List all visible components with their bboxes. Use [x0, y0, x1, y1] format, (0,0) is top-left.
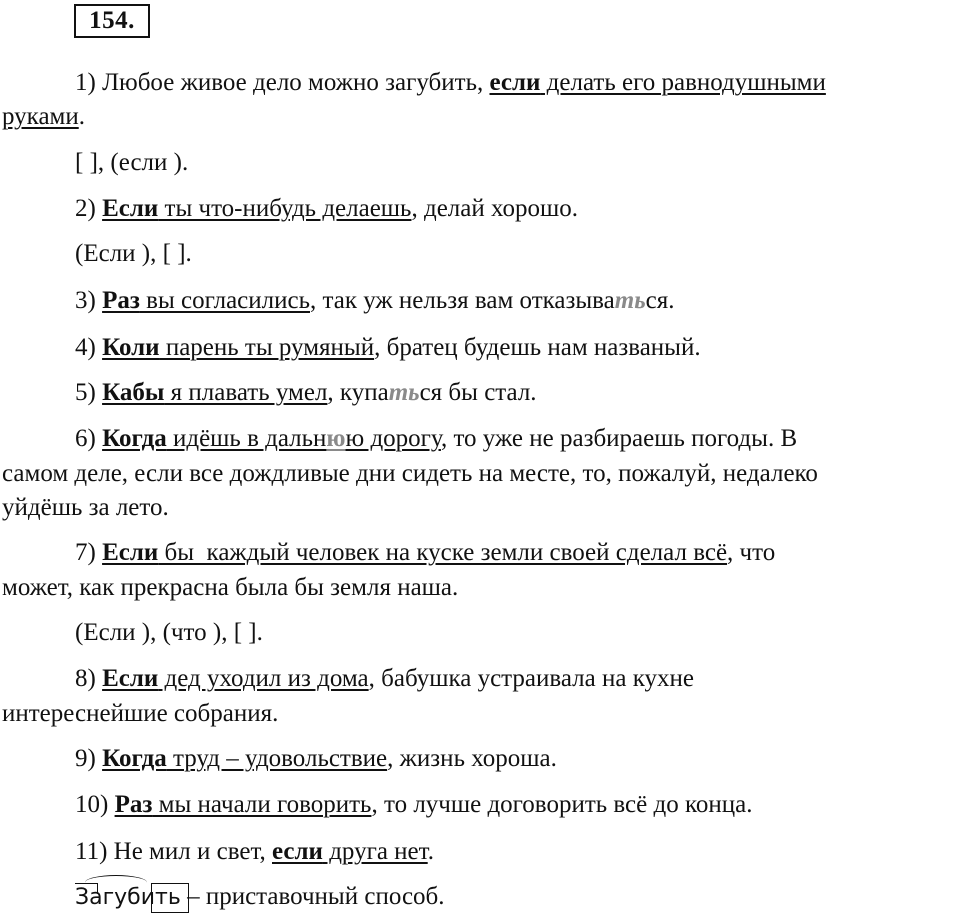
sentence-1-line-2 [2, 100, 85, 134]
num: 9) [75, 745, 103, 772]
conjunction: Раз [102, 287, 140, 314]
num: 6) [75, 425, 103, 452]
main-clause: , жизнь хороша. [387, 745, 557, 772]
sentence-6 [75, 422, 797, 456]
sentence-4 [75, 331, 701, 365]
subordinate-clause: я плавать умел [164, 379, 328, 406]
sentence-6-line-2: самом деле, если все дождливые дни сидеть на месте, то, пожалуй, недалеко [2, 460, 818, 487]
highlight-letters: ю [326, 425, 346, 452]
subordinate-clause: мы начали говорить [152, 791, 372, 818]
subordinate-clause: руками [2, 103, 79, 130]
ending-box [151, 883, 189, 913]
sentence-11 [75, 835, 434, 869]
num: 2) [75, 195, 103, 222]
main-clause-end: ся. [645, 287, 675, 314]
main-clause: , делай хорошо. [411, 195, 579, 222]
main-clause: , братец будешь нам названый. [374, 334, 701, 361]
subordinate-clause: делать его равнодушными [540, 69, 826, 96]
subordinate-clause: труд – удовольствие [166, 745, 388, 772]
analyzed-word-text: Загубить [75, 885, 181, 910]
highlight-letters: ть [388, 379, 420, 406]
sentence-9 [75, 742, 557, 776]
sentence-text: 1) Любое живое дело можно загубить, [75, 69, 490, 96]
exercise-number: 154. [74, 4, 150, 38]
subordinate-clause-end: ю дорогу [345, 425, 441, 452]
analyzed-word [75, 881, 181, 915]
num: 7) [75, 539, 103, 566]
sentence-8 [75, 662, 694, 696]
sentence-7 [75, 536, 775, 570]
sentence-10 [75, 788, 752, 822]
main-clause: 11) Не мил и свет, [75, 838, 272, 865]
num: 8) [75, 665, 103, 692]
scheme-2: (Если ), [ ]. [75, 240, 192, 267]
main-clause: , купа [327, 379, 389, 406]
sentence-8-line-2: интереснейшие собрания. [2, 700, 279, 727]
num: 10) [75, 791, 115, 818]
conjunction: Когда [102, 425, 167, 452]
subordinate-clause: идёшь в дальн [166, 425, 327, 452]
sentence-7-line-2: может, как прекрасна была бы земля наша. [2, 574, 459, 601]
subordinate-clause: бы каждый человек на куске земли своей сделал всё [158, 539, 728, 566]
main-clause: , то лучше договорить всё до конца. [371, 791, 753, 818]
main-clause: , так уж нельзя вам отказыва [310, 287, 615, 314]
num: 3) [75, 287, 103, 314]
sentence-2 [75, 192, 578, 226]
morpheme-analysis [75, 880, 445, 915]
conjunction: Если [102, 195, 159, 222]
subordinate-clause: вы согласились [139, 287, 310, 314]
highlight-letters: ть [614, 287, 646, 314]
conjunction: Если [102, 539, 159, 566]
subordinate-clause: парень ты румяный [159, 334, 375, 361]
subordinate-clause: друга нет [322, 838, 428, 865]
main-clause: , бабушка устраивала на кухне [368, 665, 694, 692]
sentence-5 [75, 376, 537, 410]
subordinate-clause: ты что-нибудь делаешь [158, 195, 412, 222]
main-clause: , что [727, 539, 776, 566]
num: 5) [75, 379, 103, 406]
punct: . [427, 838, 434, 865]
sentence-6-line-3: уйдёшь за лето. [2, 494, 169, 521]
conjunction: если [272, 838, 323, 865]
subordinate-clause: дед уходил из дома [158, 665, 369, 692]
conjunction: Когда [102, 745, 167, 772]
scheme-1: [ ], (если ). [75, 149, 189, 176]
sentence-3 [75, 284, 674, 318]
num: 4) [75, 334, 103, 361]
scheme-7: (Если ), (что ), [ ]. [75, 619, 263, 646]
conjunction: если [489, 69, 541, 96]
conjunction: Кабы [102, 379, 165, 406]
conjunction: Коли [102, 334, 160, 361]
conjunction: Если [102, 665, 159, 692]
root-arc [85, 875, 147, 890]
main-clause-end: ся бы стал. [419, 379, 537, 406]
punct: . [78, 103, 85, 130]
conjunction: Раз [114, 791, 153, 818]
main-clause: , то уже не разбираешь погоды. В [440, 425, 798, 452]
sentence-1 [75, 66, 826, 100]
formation-note: – приставочный способ. [180, 883, 445, 910]
